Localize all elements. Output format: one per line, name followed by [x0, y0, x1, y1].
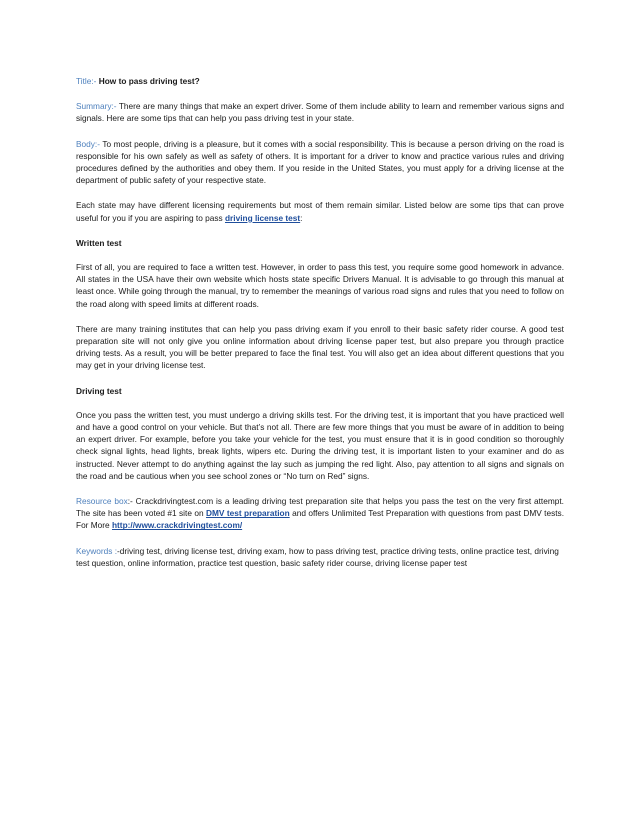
- resource-box-text-1: :- Crackdrivingtest.com is a leading driving test preparation site that helps you pass the test on the very first attempt. The site has been voted #1 site on: [76, 496, 564, 519]
- written-test-paragraph-2: There are many training institutes that can help you pass driving exam if you enroll to their basic safety rider course. A good test preparation site will not only give you online information about driving license paper test, but also prepare you through practice driving tests. As a result, you will be better prepared to face the final test. You will also get an idea about different questions that you may get in your driving license test.: [76, 323, 564, 371]
- document-title: How to pass driving test?: [98, 76, 200, 86]
- resource-box-text-2: and offers Unlimited Test Preparation with questions from past DMV tests. For More: [76, 508, 564, 531]
- intro-text: Each state may have different licensing requirements but most of them remain similar. Listed below are some tips that can prove useful for you if you are aspiring to pass: [76, 200, 564, 223]
- summary-paragraph: [76, 100, 564, 124]
- dmv-test-preparation-link[interactable]: DMV test preparation: [206, 508, 290, 519]
- resource-box-paragraph: [76, 495, 564, 532]
- intro-colon: :: [300, 212, 303, 223]
- crackdrivingtest-url-link[interactable]: http://www.crackdrivingtest.com/: [111, 520, 243, 531]
- driving-test-paragraph: Once you pass the written test, you must undergo a driving skills test. For the driving test, it is important that you have practiced well and have a good control on your vehicle. But that’s not all. There are few more things that you must be aware of in addition to being an expert driver. For example, before you take your vehicle for the test, you must ensure that it is in good condition so thoroughly check signal lights, head lights, break lights, wipers etc. During the driving test, it is important listen to your examiner and do as instructed. Never attempt to do anything against the lay such as jumping the red light. Also, pay attention to all signs and signals on the road and be cautious when you see school zones or “No turn on Red” signs.: [76, 409, 564, 481]
- title-label: Title:-: [76, 76, 97, 86]
- intro-paragraph: [76, 199, 564, 223]
- body-text: To most people, driving is a pleasure, but it comes with a social responsibility. This is because a person driving on the road is responsible for his own safely as well as safety of others. It is important for a driver to know and practice various rules and driving procedures defined by the authorities and obey them. If you reside in the United States, you must apply for a driving license at the department of public safety of your respective state.: [76, 138, 564, 186]
- title-line: [76, 75, 564, 87]
- document-page: [76, 75, 564, 582]
- body-label: Body:-: [76, 138, 100, 149]
- written-test-paragraph-1: First of all, you are required to face a written test. However, in order to pass this test, you require some good homework in advance. All states in the USA have their own website which hosts state specific Drivers Manual. It is advisable to go through this manual at least once. While going through the manual, try to remember the meanings of various road signs and rules that you need to follow on the road along with speed limits at different roads.: [76, 262, 564, 309]
- body-paragraph: [76, 138, 564, 187]
- written-test-heading: Written test: [76, 237, 122, 248]
- driving-test-heading: Driving test: [76, 385, 122, 396]
- keywords-text: -driving test, driving license test, driving exam, how to pass driving test, practice driving tests, online practice test, driving test question, online information, practice test question, basic safety rider course, driving license paper test: [76, 545, 559, 568]
- summary-text: There are many things that make an expert driver. Some of them include ability to learn and remember various signs and signals. Here are some tips that can help you pass driving test in your state.: [76, 101, 564, 124]
- keywords-paragraph: [76, 545, 564, 569]
- summary-label: Summary:-: [76, 101, 117, 112]
- keywords-label: Keywords :: [76, 545, 118, 556]
- driving-license-test-link[interactable]: driving license test: [224, 212, 301, 223]
- resource-box-label: Resource box: [76, 496, 128, 507]
